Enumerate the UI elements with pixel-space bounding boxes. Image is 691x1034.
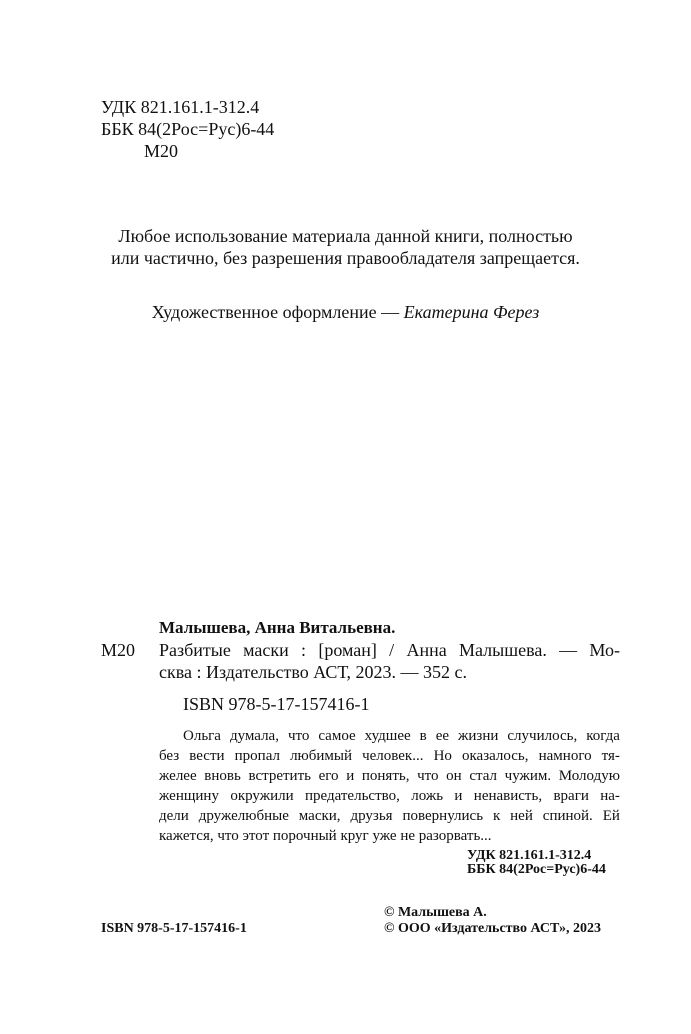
- annotation-line: [183, 726, 620, 746]
- annotation-word: без: [159, 748, 180, 764]
- annotation-word: маски,: [298, 808, 341, 824]
- annotation-word: женщину: [159, 788, 219, 804]
- catalog-isbn: ISBN 978-5-17-157416-1: [183, 694, 370, 714]
- annotation-word: ней: [510, 808, 533, 824]
- annotation-word: вновь: [204, 768, 241, 784]
- description-word: маски: [243, 640, 289, 660]
- description-word: Мо-: [589, 640, 620, 660]
- annotation-line: [159, 806, 620, 826]
- bbk-code: ББК 84(2Рос=Рус)6-44: [101, 119, 275, 139]
- annotation-word: к: [492, 808, 501, 824]
- design-credit-name: Екатерина Ферез: [403, 302, 540, 322]
- catalog-udk: УДК 821.161.1-312.4: [467, 848, 592, 863]
- description-word: Анна: [406, 640, 447, 660]
- description-word: Разбитые: [159, 640, 231, 660]
- annotation-word: дружелюбные: [198, 808, 289, 824]
- annotation-word: жизни: [458, 728, 499, 744]
- description-word: /: [389, 640, 395, 660]
- catalog-author-mark: М20: [101, 640, 136, 660]
- design-credit-label: Художественное оформление —: [151, 302, 404, 322]
- annotation-word: вести: [189, 748, 225, 764]
- udk-code: УДК 821.161.1-312.4: [101, 97, 260, 117]
- annotation-line: [159, 786, 620, 806]
- catalog-description-line-1: [159, 639, 620, 661]
- annotation-word: худшее: [364, 728, 411, 744]
- footer-isbn: ISBN 978-5-17-157416-1: [101, 921, 247, 936]
- annotation-word: намного: [538, 748, 592, 764]
- annotation-word: что: [417, 768, 439, 784]
- copyright-author: © Малышева А.: [384, 905, 487, 920]
- annotation-word: Молодую: [558, 768, 620, 784]
- annotation-word: пропал: [234, 748, 280, 764]
- annotation-word: ненависть,: [473, 788, 543, 804]
- catalog-description-line-2: сква : Издательство АСТ, 2023. — 352 с.: [159, 662, 468, 682]
- copyright-publisher: © ООО «Издательство АСТ», 2023: [384, 921, 602, 936]
- description-word: —: [559, 640, 578, 660]
- catalog-bbk: ББК 84(2Рос=Рус)6-44: [467, 862, 606, 877]
- annotation-word: человек...: [362, 748, 424, 764]
- annotation-word: окружили: [230, 788, 294, 804]
- annotation-word: ложь: [411, 788, 444, 804]
- catalog-author-heading: Малышева, Анна Витальевна.: [159, 618, 396, 637]
- annotation-word: предательство,: [304, 788, 400, 804]
- annotation-word: понять,: [361, 768, 410, 784]
- annotation-word: и: [454, 788, 463, 804]
- annotation-word: любимый: [290, 748, 353, 764]
- annotation-word: тя-: [601, 748, 620, 764]
- annotation-word: в: [419, 728, 427, 744]
- annotation-line: кажется, что этот порочный круг уже не разорвать...: [159, 828, 492, 844]
- annotation-word: ее: [435, 728, 450, 744]
- annotation-word: думала,: [229, 728, 279, 744]
- annotation-line: [159, 766, 620, 786]
- annotation-line: [159, 746, 620, 766]
- annotation-word: дели: [159, 808, 189, 824]
- annotation-word: что: [287, 728, 310, 744]
- annotation-word: самое: [318, 728, 356, 744]
- annotation-word: спиной.: [542, 808, 593, 824]
- annotation-word: Но: [433, 748, 452, 764]
- design-credit: [60, 301, 631, 323]
- annotation-word: Ей: [602, 808, 620, 824]
- description-word: Малышева.: [459, 640, 547, 660]
- annotation-word: и: [346, 768, 355, 784]
- annotation-word: враги: [553, 788, 589, 804]
- description-word: [роман]: [318, 640, 377, 660]
- rights-notice-line-1: Любое использование материала данной книги, полностью: [118, 226, 573, 246]
- annotation-word: его: [318, 768, 339, 784]
- annotation-word: повернулись: [402, 808, 484, 824]
- annotation-word: встретить: [248, 768, 311, 784]
- annotation-word: на-: [600, 788, 620, 804]
- annotation-word: Ольга: [183, 728, 221, 744]
- annotation-word: стал: [469, 768, 498, 784]
- description-word: :: [301, 640, 307, 660]
- author-mark: М20: [144, 141, 179, 161]
- annotation-word: чужим.: [504, 768, 552, 784]
- rights-notice-line-2: или частично, без разрешения правообладателя запрещается.: [111, 248, 580, 268]
- annotation-word: оказалось,: [461, 748, 529, 764]
- annotation-word: он: [446, 768, 462, 784]
- annotation-word: желее: [159, 768, 197, 784]
- annotation-word: друзья: [350, 808, 393, 824]
- annotation-word: когда: [586, 728, 620, 744]
- annotation-word: случилось,: [507, 728, 578, 744]
